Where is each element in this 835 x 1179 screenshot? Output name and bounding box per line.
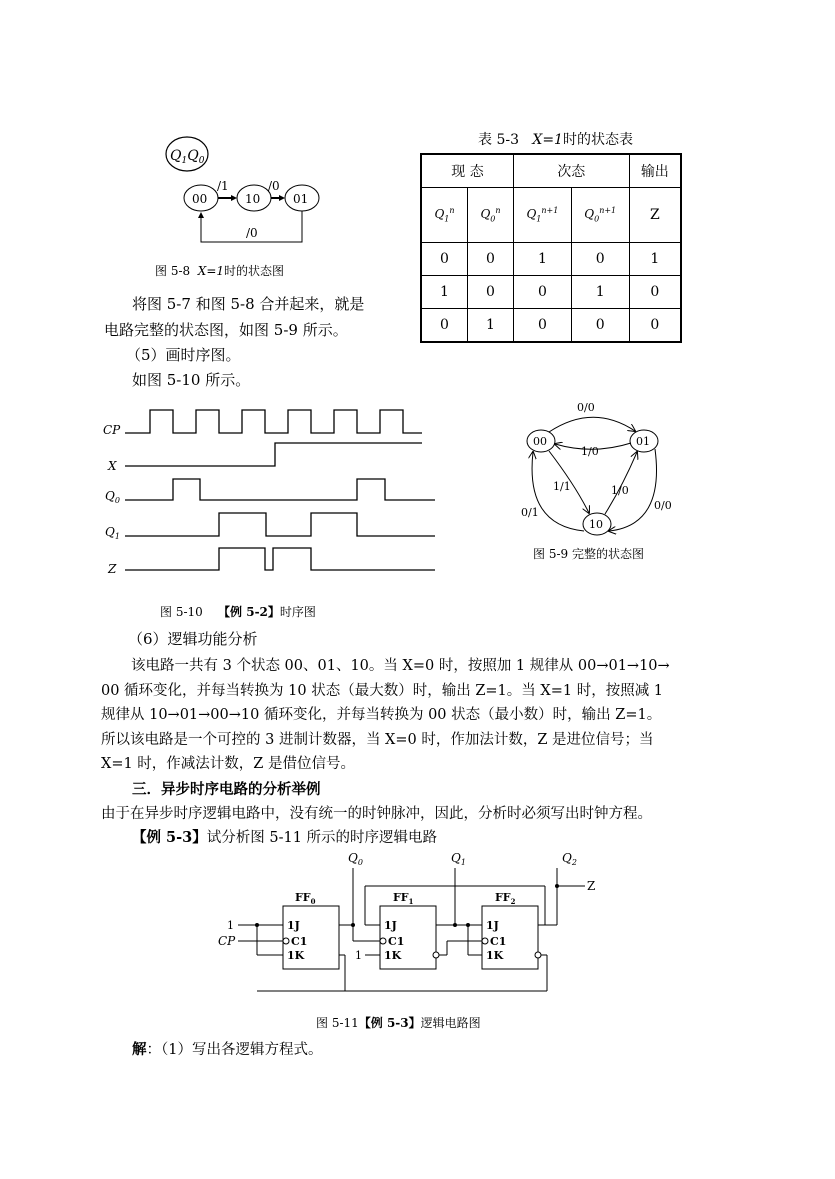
ff2-label: $FF_2$ [495, 891, 516, 906]
step6-heading: （6）逻辑功能分析 [128, 630, 258, 648]
label-0-1: 0/1 [521, 506, 539, 519]
ff0-pin-j: 1J [287, 919, 300, 932]
signal-q1-label: $Q_1$ [105, 525, 120, 541]
ff1-pin-c: C1 [388, 935, 405, 948]
para1-line1: 将图 5-7 和图 5-8 合并起来，就是 [132, 295, 365, 313]
ff1-label: $FF_1$ [393, 891, 414, 906]
example-heading: 【例 5-3】试分析图 5-11 所示的时序逻辑电路 [132, 829, 438, 846]
z-output-label: Z [587, 879, 596, 893]
q1-out-label: $Q_1$ [451, 851, 466, 867]
signal-cp-label: CP [103, 423, 121, 437]
analysis-line: 所以该电路是一个可控的 3 进制计数器，当 X=0 时，作加法计数，Z 是进位信号；当 [101, 731, 654, 748]
logic-circuit-fig5-11 [215, 848, 615, 1008]
label-1-0-mid: 1/0 [581, 445, 599, 458]
x-waveform [125, 443, 422, 466]
table-row: 0 1 0 0 0 [421, 309, 681, 343]
table-row: 0 0 1 0 1 [421, 243, 681, 276]
state-01-label: 01 [636, 435, 650, 448]
analysis-line: 00 循环变化，并每当转换为 10 状态（最大数）时，输出 Z=1。当 X=1 时，按照减 1 [101, 682, 664, 699]
label-0-0-right: 0/0 [654, 499, 672, 512]
analysis-line: 规律从 10→01→00→10 循环变化，并每当转换为 00 状态（最小数）时，输出 Z=1。 [101, 707, 662, 723]
solution-line: 解：（1）写出各逻辑方程式。 [132, 1041, 323, 1058]
step5-sub: 如图 5-10 所示。 [132, 371, 251, 389]
analysis-line: 该电路一共有 3 个状态 00、01、10。当 X=0 时，按照加 1 规律从 00→01→10→ [131, 658, 670, 674]
analysis-paragraph [101, 654, 721, 777]
timing-diagram [100, 400, 440, 585]
state-00-label: 00 [533, 435, 547, 448]
section-heading: 三．异步时序电路的分析举例 [132, 782, 321, 798]
table-row: 1 0 0 1 0 [421, 276, 681, 309]
sub-q1n1: $Q_1^{n+1}$ [514, 188, 572, 243]
ff2-pin-k: 1K [486, 949, 504, 962]
ff2-pin-c: C1 [490, 935, 507, 948]
analysis-line: X=1 时，作减法计数，Z 是借位信号。 [101, 756, 355, 772]
label-1-1: 1/1 [553, 480, 571, 493]
state-00-label: 00 [192, 192, 208, 206]
z-waveform [125, 548, 435, 570]
cp-input-label: CP [218, 934, 236, 948]
signal-q0-label: $Q_0$ [105, 489, 120, 505]
state-diagram-fig5-9 [505, 395, 705, 545]
ff0-pin-k: 1K [287, 949, 305, 962]
label-1-0-right: 1/0 [611, 484, 629, 497]
th-present: 现 态 [421, 154, 514, 188]
edge-label-1: /1 [217, 179, 229, 193]
step5-heading: （5）画时序图。 [126, 346, 241, 364]
q0-out-label: $Q_0$ [348, 851, 363, 867]
th-output: 输出 [629, 154, 681, 188]
fig5-10-caption: 图 5-10 【例 5-2】时序图 [160, 605, 316, 619]
state-10-label: 10 [589, 518, 603, 531]
edge-label-3: /0 [246, 226, 258, 240]
th-next: 次态 [514, 154, 630, 188]
ff2-pin-j: 1J [486, 919, 499, 932]
ff0-label: $FF_0$ [295, 891, 316, 906]
sub-q0n1: $Q_0^{n+1}$ [571, 188, 629, 243]
state-10-label: 10 [245, 192, 261, 206]
q0-waveform [125, 479, 435, 500]
legend-label: $Q_1Q_0$ [170, 148, 205, 166]
ff1-k-input-label: 1 [355, 949, 362, 962]
section-text: 由于在异步时序逻辑电路中，没有统一的时钟脉冲，因此，分析时必须写出时钟方程。 [101, 806, 652, 822]
table-title: 表 5-3 X=1时的状态表 [478, 132, 633, 148]
ff1-pin-k: 1K [384, 949, 402, 962]
ff0-pin-c: C1 [291, 935, 308, 948]
input-1-label: 1 [227, 919, 234, 932]
label-0-0-top: 0/0 [577, 401, 595, 414]
signal-x-label: X [108, 459, 117, 473]
q2-out-label: $Q_2$ [562, 851, 577, 867]
edge-00-01 [549, 417, 635, 432]
sub-q0n: $Q_0^n$ [468, 188, 514, 243]
sub-q1n: $Q_1^n$ [421, 188, 468, 243]
fig5-11-caption: 图 5-11【例 5-3】逻辑电路图 [316, 1016, 481, 1030]
edge-label-2: /0 [268, 179, 280, 193]
fig5-9-caption: 图 5-9 完整的状态图 [533, 547, 644, 561]
sub-z: Z [629, 188, 681, 243]
edge-10-01 [605, 452, 637, 514]
state-table [420, 153, 682, 343]
state-01-label: 01 [293, 192, 309, 206]
ff1-pin-j: 1J [384, 919, 397, 932]
fig5-8-caption: 图 5-8 X=1时的状态图 [155, 264, 285, 278]
q1-waveform [125, 513, 435, 536]
cp-waveform [125, 410, 422, 433]
para1-line2: 电路完整的状态图，如图 5-9 所示。 [104, 321, 348, 339]
signal-z-label: Z [108, 562, 117, 576]
